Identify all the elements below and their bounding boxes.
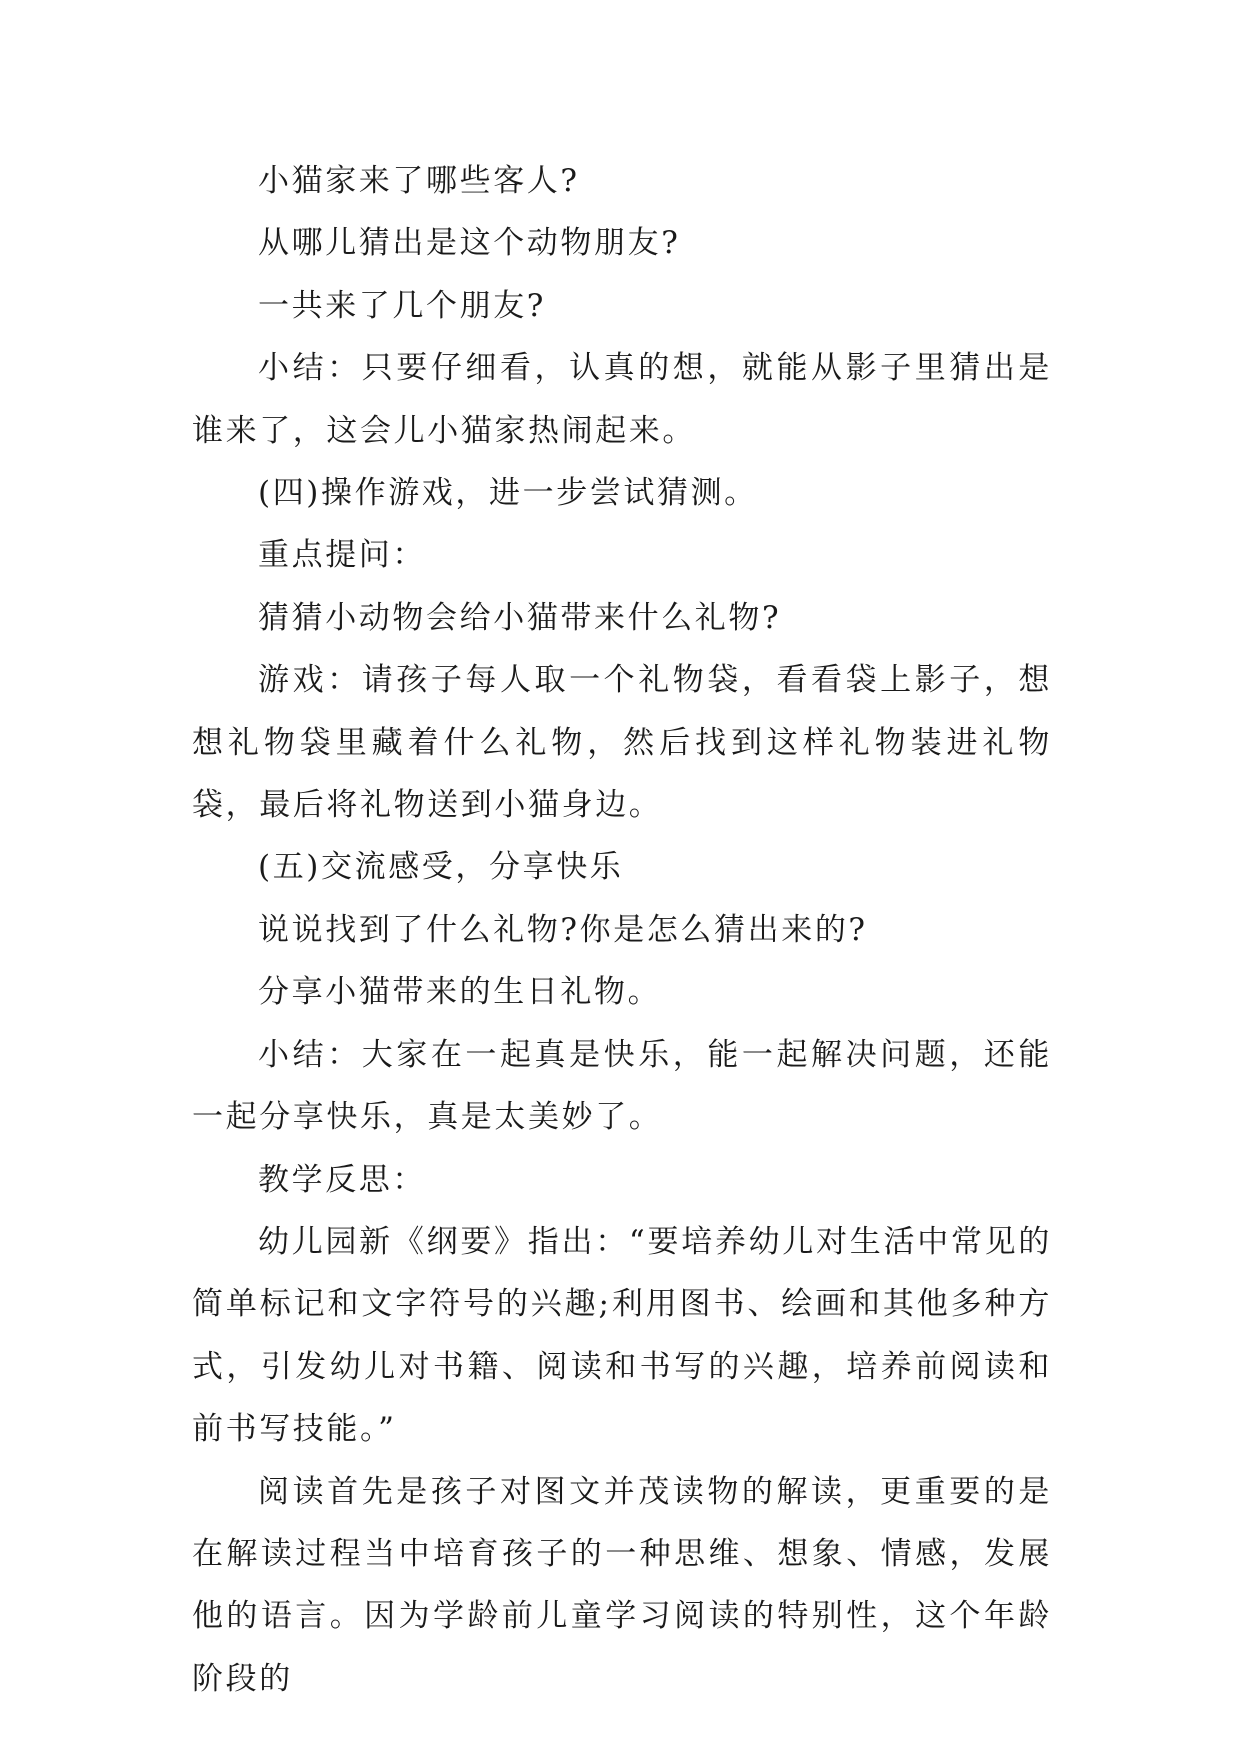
paragraph-question-gifts: 猜猜小动物会给小猫带来什么礼物? [258, 599, 782, 636]
paragraph-summary-shadow: 小结：只要仔细看，认真的想，就能从影子里猜出是谁来了，这会儿小猫家热闹起来。 [192, 350, 1052, 449]
paragraph-question-how-guessed: 从哪儿猜出是这个动物朋友? [258, 225, 681, 262]
paragraph-reflection-heading: 教学反思： [258, 1161, 426, 1198]
paragraph-key-questions: 重点提问： [258, 537, 426, 574]
paragraph-reading-analysis: 阅读首先是孩子对图文并茂读物的解读，更重要的是在解读过程当中培育孩子的一种思维、想象、情感，发展他的语言。因为学龄前儿童学习阅读的特别性，这个年龄阶段的 [192, 1473, 1052, 1697]
paragraph-section-five: (五)交流感受，分享快乐 [258, 849, 624, 886]
document-page [192, 150, 1052, 1710]
paragraph-game: 游戏：请孩子每人取一个礼物袋，看看袋上影子，想想礼物袋里藏着什么礼物，然后找到这样礼物装进礼物袋，最后将礼物送到小猫身边。 [192, 662, 1052, 824]
paragraph-section-four: (四)操作游戏，进一步尝试猜测。 [258, 475, 758, 512]
paragraph-question-guests: 小猫家来了哪些客人? [258, 163, 580, 199]
paragraph-summary-joy: 小结：大家在一起真是快乐，能一起解决问题，还能一起分享快乐，真是太美妙了。 [192, 1036, 1052, 1136]
paragraph-share-gifts: 分享小猫带来的生日礼物。 [258, 974, 662, 1011]
paragraph-question-found-gift: 说说找到了什么礼物?你是怎么猜出来的? [258, 911, 868, 948]
paragraph-question-count: 一共来了几个朋友? [258, 287, 547, 324]
paragraph-guideline-quote: 幼儿园新《纲要》指出：“要培养幼儿对生活中常见的简单标记和文字符号的兴趣;利用图书、绘画和其他多种方式，引发幼儿对书籍、阅读和书写的兴趣，培养前阅读和前书写技能。” [192, 1223, 1052, 1448]
